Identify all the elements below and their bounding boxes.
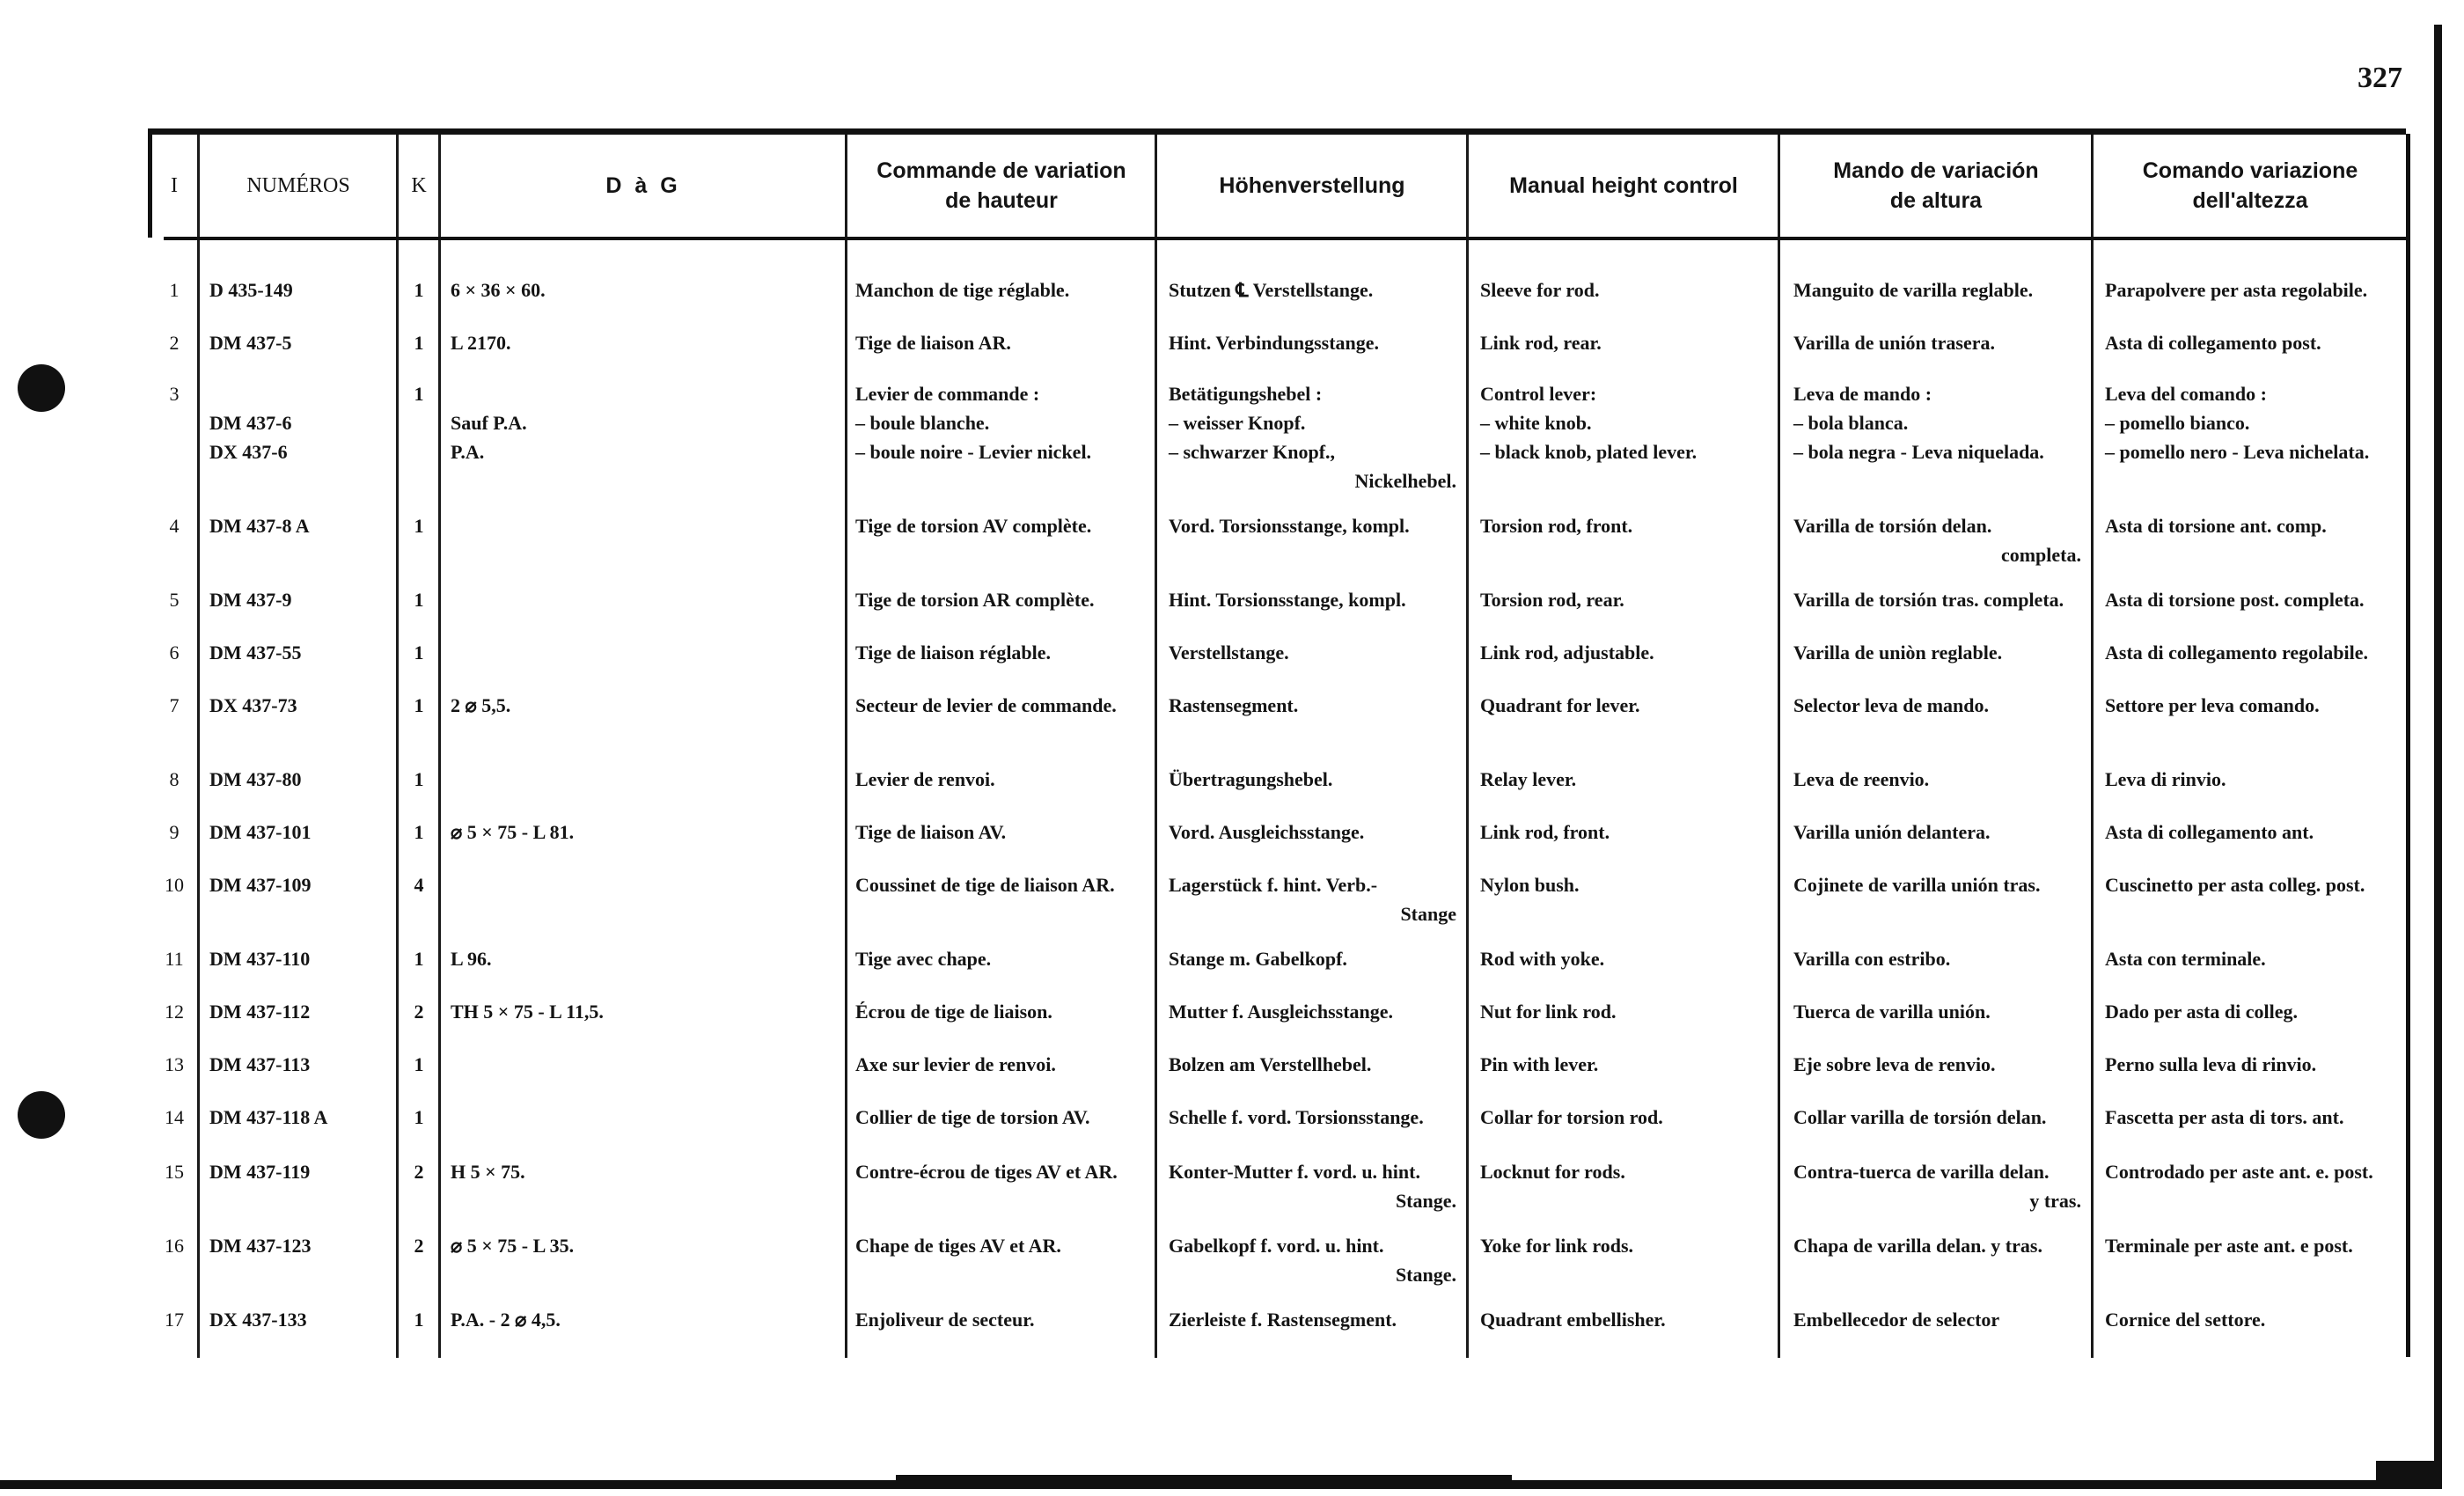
description-spanish: Leva de reenvio.	[1793, 768, 1930, 790]
description-spanish-continuation: y tras.	[2029, 1190, 2081, 1212]
description-german: Lagerstück f. hint. Verb.-	[1169, 874, 1378, 896]
row-index: 2	[169, 332, 180, 354]
row-index: 8	[169, 768, 180, 790]
description-french: Écrou de tige de liaison.	[855, 1001, 1052, 1023]
description-french: Tige avec chape.	[855, 948, 992, 970]
quantity: 1	[414, 1309, 424, 1331]
column-rule	[845, 135, 847, 1358]
description-italian: Parapolvere per asta regolabile.	[2105, 279, 2368, 301]
dimensions: ⌀ 5 × 75 - L 35.	[451, 1235, 575, 1257]
description-english: Link rod, front.	[1480, 821, 1610, 843]
row-index: 15	[165, 1161, 184, 1183]
part-number: DM 437-110	[209, 948, 311, 970]
description-german: Bolzen am Verstellhebel.	[1169, 1053, 1372, 1075]
description-english: Locknut for rods.	[1480, 1161, 1625, 1183]
description-french: Contre-écrou de tiges AV et AR.	[855, 1161, 1118, 1183]
part-number: D 435-149	[209, 279, 293, 301]
header-k: K	[411, 174, 427, 197]
description-spanish: Embellecedor de selector	[1793, 1309, 2000, 1331]
dimensions: Sauf P.A. P.A.	[451, 412, 527, 463]
part-number: DX 437-73	[209, 694, 297, 716]
description-italian: Cuscinetto per asta colleg. post.	[2105, 874, 2365, 896]
row-index: 6	[169, 642, 180, 664]
row-index: 12	[165, 1001, 184, 1023]
row-index: 10	[165, 874, 184, 896]
description-french: Chape de tiges AV et AR.	[855, 1235, 1061, 1257]
part-number: DM 437-101	[209, 821, 312, 843]
row-index: 9	[169, 821, 180, 843]
header-italian: Comando variazione dell'altezza	[2142, 158, 2358, 213]
description-french: Levier de renvoi.	[855, 768, 995, 790]
header-numeros: NUMÉROS	[246, 174, 350, 197]
description-french: Coussinet de tige de liaison AR.	[855, 874, 1115, 896]
description-italian: Settore per leva comando.	[2105, 694, 2320, 716]
description-french: Tige de torsion AV complète.	[855, 515, 1092, 537]
description-french: Tige de torsion AR complète.	[855, 589, 1095, 611]
description-spanish: Varilla de uniòn reglable.	[1793, 642, 2003, 664]
quantity: 1	[414, 821, 424, 843]
description-german: Übertragungshebel.	[1169, 768, 1333, 790]
description-german: Konter-Mutter f. vord. u. hint.	[1169, 1161, 1420, 1183]
description-spanish: Cojinete de varilla unión tras.	[1793, 874, 2041, 896]
description-italian: Cornice del settore.	[2105, 1309, 2266, 1331]
row-index: 5	[169, 589, 180, 611]
description-italian: Leva del comando : – pomello bianco. – pomello nero - Leva nichelata.	[2105, 383, 2370, 463]
row-index: 16	[165, 1235, 184, 1257]
description-english: Rod with yoke.	[1480, 948, 1605, 970]
punch-hole-bottom	[18, 1091, 65, 1139]
description-german-continuation: Stange	[1400, 903, 1456, 925]
description-french: Secteur de levier de commande.	[855, 694, 1117, 716]
description-german: Gabelkopf f. vord. u. hint.	[1169, 1235, 1384, 1257]
header-index: I	[171, 174, 178, 197]
header-rule	[164, 237, 2406, 240]
dimensions: 2 ⌀ 5,5.	[451, 694, 511, 716]
quantity: 1	[414, 279, 424, 301]
dimensions: H 5 × 75.	[451, 1161, 525, 1183]
description-english: Link rod, adjustable.	[1480, 642, 1654, 664]
column-rule	[1778, 135, 1780, 1358]
description-english: Collar for torsion rod.	[1480, 1106, 1663, 1128]
description-english: Relay lever.	[1480, 768, 1577, 790]
description-italian: Terminale per aste ant. e post.	[2105, 1235, 2353, 1257]
part-number: DM 437-80	[209, 768, 302, 790]
row-index: 13	[165, 1053, 184, 1075]
header-dag: D à G	[605, 173, 681, 198]
row-index: 17	[165, 1309, 184, 1331]
row-index: 14	[165, 1106, 184, 1128]
description-french: Manchon de tige réglable.	[855, 279, 1070, 301]
description-italian: Asta di torsione post. completa.	[2105, 589, 2365, 611]
column-rule	[1155, 135, 1157, 1358]
description-italian: Asta di collegamento regolabile.	[2105, 642, 2368, 664]
quantity: 2	[414, 1161, 424, 1183]
quantity: 1	[414, 515, 424, 537]
punch-hole-top	[18, 364, 65, 412]
row-index: 7	[169, 694, 180, 716]
description-english: Link rod, rear.	[1480, 332, 1602, 354]
quantity: 1	[414, 1106, 424, 1128]
description-spanish: Varilla de torsión delan.	[1793, 515, 1992, 537]
description-german: Schelle f. vord. Torsionsstange.	[1169, 1106, 1424, 1128]
header-english: Manual height control	[1509, 173, 1738, 198]
description-spanish-continuation: completa.	[2000, 544, 2081, 566]
description-spanish: Varilla de torsión tras. completa.	[1793, 589, 2064, 611]
description-english: Torsion rod, rear.	[1480, 589, 1624, 611]
description-french: Axe sur levier de renvoi.	[855, 1053, 1056, 1075]
dimensions: P.A. - 2 ⌀ 4,5.	[451, 1309, 561, 1331]
description-italian: Leva di rinvio.	[2105, 768, 2226, 790]
column-rule	[197, 135, 200, 1358]
description-german: Zierleiste f. Rastensegment.	[1169, 1309, 1397, 1331]
description-german: Verstellstange.	[1169, 642, 1289, 664]
description-spanish: Selector leva de mando.	[1793, 694, 1990, 716]
description-spanish: Eje sobre leva de renvio.	[1793, 1053, 1996, 1075]
description-english: Pin with lever.	[1480, 1053, 1599, 1075]
quantity: 1	[414, 948, 424, 970]
part-number: DM 437-8 A	[209, 515, 310, 537]
part-number: DM 437-123	[209, 1235, 312, 1257]
description-german-continuation: Stange.	[1395, 1190, 1456, 1212]
part-number: DM 437-9	[209, 589, 292, 611]
description-french: Tige de liaison AR.	[855, 332, 1011, 354]
description-english: Yoke for link rods.	[1480, 1235, 1634, 1257]
description-german: Hint. Torsionsstange, kompl.	[1169, 589, 1406, 611]
row-index: 1	[169, 279, 180, 301]
part-number: DM 437-113	[209, 1053, 311, 1075]
quantity: 1	[414, 589, 424, 611]
description-spanish: Varilla de unión trasera.	[1793, 332, 1995, 354]
quantity: 2	[414, 1001, 424, 1023]
description-german: Rastensegment.	[1169, 694, 1299, 716]
description-german: Stutzen ℄ Verstellstange.	[1169, 279, 1374, 301]
description-german: Mutter f. Ausgleichsstange.	[1169, 1001, 1394, 1023]
description-spanish: Leva de mando : – bola blanca. – bola negra - Leva niquelada.	[1793, 383, 2044, 463]
description-english: Sleeve for rod.	[1480, 279, 1600, 301]
quantity: 1	[414, 332, 424, 354]
frame-corner	[2376, 1461, 2442, 1480]
description-spanish: Manguito de varilla reglable.	[1793, 279, 2034, 301]
description-spanish: Tuerca de varilla unión.	[1793, 1001, 1991, 1023]
description-english: Nylon bush.	[1480, 874, 1580, 896]
quantity: 2	[414, 1235, 424, 1257]
frame-bottom-border	[0, 1480, 2442, 1489]
description-italian: Asta di collegamento post.	[2105, 332, 2321, 354]
part-number: DM 437-118 A	[209, 1106, 328, 1128]
description-english: Quadrant embellisher.	[1480, 1309, 1666, 1331]
part-number: DM 437-112	[209, 1001, 311, 1023]
description-italian: Asta con terminale.	[2105, 948, 2266, 970]
description-italian: Fascetta per asta di tors. ant.	[2105, 1106, 2344, 1128]
row-index: 3	[169, 383, 180, 405]
dimensions: TH 5 × 75 - L 11,5.	[451, 1001, 604, 1023]
table-top-border	[148, 128, 2406, 135]
description-german: Hint. Verbindungsstange.	[1169, 332, 1380, 354]
description-german: Vord. Ausgleichsstange.	[1169, 821, 1365, 843]
description-english: Quadrant for lever.	[1480, 694, 1640, 716]
description-french: Levier de commande : – boule blanche. – boule noire - Levier nickel.	[855, 383, 1092, 463]
dimensions: ⌀ 5 × 75 - L 81.	[451, 821, 575, 843]
description-spanish: Varilla unión delantera.	[1793, 821, 1991, 843]
row-index: 11	[165, 948, 184, 970]
quantity: 1	[414, 383, 424, 405]
part-number: DM 437-5	[209, 332, 292, 354]
description-french: Enjoliveur de secteur.	[855, 1309, 1035, 1331]
part-number: DM 437-119	[209, 1161, 311, 1183]
part-number: DM 437-55	[209, 642, 302, 664]
header-french: Commande de variation de hauteur	[876, 158, 1126, 213]
column-rule	[438, 135, 441, 1358]
description-spanish: Varilla con estribo.	[1793, 948, 1951, 970]
quantity: 1	[414, 1053, 424, 1075]
description-italian: Asta di collegamento ant.	[2105, 821, 2314, 843]
page-number: 327	[2358, 62, 2402, 94]
description-french: Tige de liaison AV.	[855, 821, 1007, 843]
description-german: Vord. Torsionsstange, kompl.	[1169, 515, 1410, 537]
description-english: Torsion rod, front.	[1480, 515, 1633, 537]
column-rule	[396, 135, 399, 1358]
description-english: Nut for link rod.	[1480, 1001, 1617, 1023]
quantity: 4	[414, 874, 424, 896]
dimensions: L 96.	[451, 948, 492, 970]
column-rule	[1466, 135, 1469, 1358]
description-french: Tige de liaison réglable.	[855, 642, 1052, 664]
part-number: DM 437-109	[209, 874, 312, 896]
dimensions: 6 × 36 × 60.	[451, 279, 546, 301]
description-spanish: Chapa de varilla delan. y tras.	[1793, 1235, 2042, 1257]
frame-bottom-segment	[896, 1475, 1512, 1480]
quantity: 1	[414, 694, 424, 716]
frame-right-border	[2434, 25, 2442, 1485]
description-german: Betätigungshebel : – weisser Knopf. – schwarzer Knopf.,	[1169, 383, 1336, 463]
description-italian: Perno sulla leva di rinvio.	[2105, 1053, 2317, 1075]
header-spanish: Mando de variación de altura	[1833, 158, 2039, 213]
description-english: Control lever: – white knob. – black knob, plated lever.	[1480, 383, 1698, 463]
quantity: 1	[414, 642, 424, 664]
header-german: Höhenverstellung	[1219, 173, 1405, 198]
description-german-continuation: Stange.	[1395, 1264, 1456, 1286]
description-spanish: Contra-tuerca de varilla delan.	[1793, 1161, 2050, 1183]
description-french: Collier de tige de torsion AV.	[855, 1106, 1090, 1128]
part-number: DX 437-133	[209, 1309, 307, 1331]
description-italian: Asta di torsione ant. comp.	[2105, 515, 2327, 537]
column-rule	[2091, 135, 2094, 1358]
row-index: 4	[169, 515, 180, 537]
quantity: 1	[414, 768, 424, 790]
description-german: Stange m. Gabelkopf.	[1169, 948, 1347, 970]
part-number: DM 437-6 DX 437-6	[209, 412, 292, 463]
description-italian: Dado per asta di colleg.	[2105, 1001, 2298, 1023]
description-spanish: Collar varilla de torsión delan.	[1793, 1106, 2047, 1128]
description-italian: Controdado per aste ant. e. post.	[2105, 1161, 2373, 1183]
description-german-continuation: Nickelhebel.	[1354, 470, 1456, 492]
dimensions: L 2170.	[451, 332, 511, 354]
parts-table	[151, 135, 2406, 1367]
